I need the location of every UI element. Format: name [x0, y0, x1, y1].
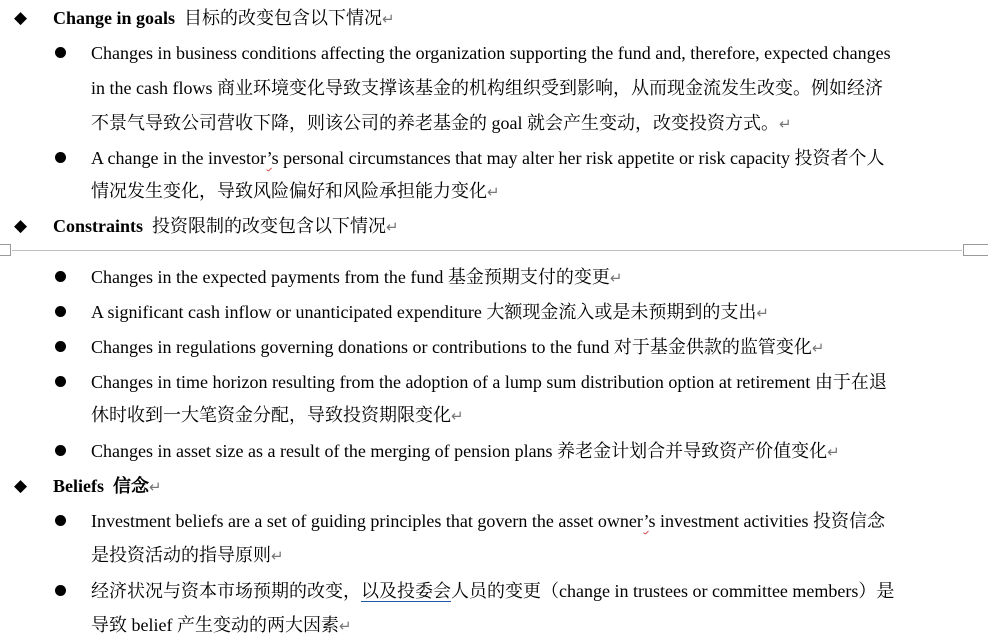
- list-item: A change in the investor’s personal circumstances that may alter her risk appetite or risk capacity 投资者个人: [91, 148, 885, 168]
- round-bullet-icon: [55, 585, 66, 596]
- page-break-rule: [12, 250, 962, 251]
- spelling-mark: ’: [266, 148, 272, 168]
- round-bullet-icon: [55, 271, 66, 282]
- page-corner-mark-right: [963, 244, 988, 256]
- underlined-text-link[interactable]: 以及投委会: [361, 581, 451, 601]
- paragraph-mark-icon: ↵: [487, 183, 500, 201]
- page-break: [0, 250, 988, 252]
- paragraph-mark-icon: ↵: [451, 407, 464, 425]
- list-item: Investment beliefs are a set of guiding principles that govern the asset owner’s investment activities 投资信念: [91, 511, 885, 531]
- round-bullet-icon: [55, 152, 66, 163]
- section-heading-beliefs: Beliefs 信念↵: [53, 476, 162, 496]
- list-item-continuation: 不景气导致公司营收下降，则该公司的养老基金的 goal 就会产生变动，改变投资方式。↵: [91, 113, 792, 133]
- section-heading-goals: Change in goals 目标的改变包含以下情况↵: [53, 8, 395, 28]
- paragraph-mark-icon: ↵: [149, 478, 162, 496]
- paragraph-mark-icon: ↵: [338, 617, 352, 635]
- round-bullet-icon: [55, 376, 66, 387]
- list-item: A significant cash inflow or unanticipated expenditure 大额现金流入或是未预期到的支出↵: [91, 302, 769, 322]
- round-bullet-icon: [55, 47, 66, 58]
- paragraph-mark-icon: ↵: [609, 269, 623, 287]
- paragraph-mark-icon: ↵: [779, 115, 792, 133]
- spelling-mark: ’: [643, 511, 649, 531]
- paragraph-mark-icon: ↵: [811, 339, 825, 357]
- page-corner-mark-left: [0, 244, 11, 256]
- paragraph-mark-icon: ↵: [386, 218, 399, 236]
- list-item-continuation: 休时收到一大笔资金分配，导致投资期限变化↵: [91, 405, 464, 425]
- diamond-bullet-icon: ◆: [14, 216, 28, 235]
- list-item-continuation: in the cash flows 商业环境变化导致支撑该基金的机构组织受到影响，从而现金流发生改变。例如经济: [91, 78, 883, 98]
- diamond-bullet-icon: ◆: [14, 476, 28, 495]
- diamond-bullet-icon: ◆: [14, 8, 28, 27]
- section-heading-constraints: Constraints 投资限制的改变包含以下情况↵: [53, 216, 399, 236]
- list-item-continuation: 情况发生变化，导致风险偏好和风险承担能力变化↵: [91, 181, 500, 201]
- paragraph-mark-icon: ↵: [271, 547, 284, 565]
- list-item-continuation: 导致 belief 产生变动的两大因素↵: [91, 615, 352, 635]
- list-item: 经济状况与资本市场预期的改变，以及投委会人员的变更（change in trustees or committee members）是: [91, 581, 895, 601]
- list-item: Changes in time horizon resulting from the adoption of a lump sum distribution option at retirement 由于在退: [91, 372, 887, 392]
- paragraph-mark-icon: ↵: [382, 10, 395, 28]
- list-item: Changes in regulations governing donations or contributions to the fund 对于基金供款的监管变化↵: [91, 337, 825, 357]
- paragraph-mark-icon: ↵: [756, 304, 769, 322]
- list-item: Changes in business conditions affecting the organization supporting the fund and, therefore, expected changes: [91, 43, 891, 63]
- paragraph-mark-icon: ↵: [827, 443, 840, 461]
- list-item: Changes in asset size as a result of the merging of pension plans 养老金计划合并导致资产价值变化↵: [91, 441, 840, 461]
- round-bullet-icon: [55, 515, 66, 526]
- list-item-continuation: 是投资活动的指导原则↵: [91, 545, 284, 565]
- round-bullet-icon: [55, 341, 66, 352]
- round-bullet-icon: [55, 306, 66, 317]
- round-bullet-icon: [55, 445, 66, 456]
- list-item: Changes in the expected payments from the fund 基金预期支付的变更↵: [91, 267, 623, 287]
